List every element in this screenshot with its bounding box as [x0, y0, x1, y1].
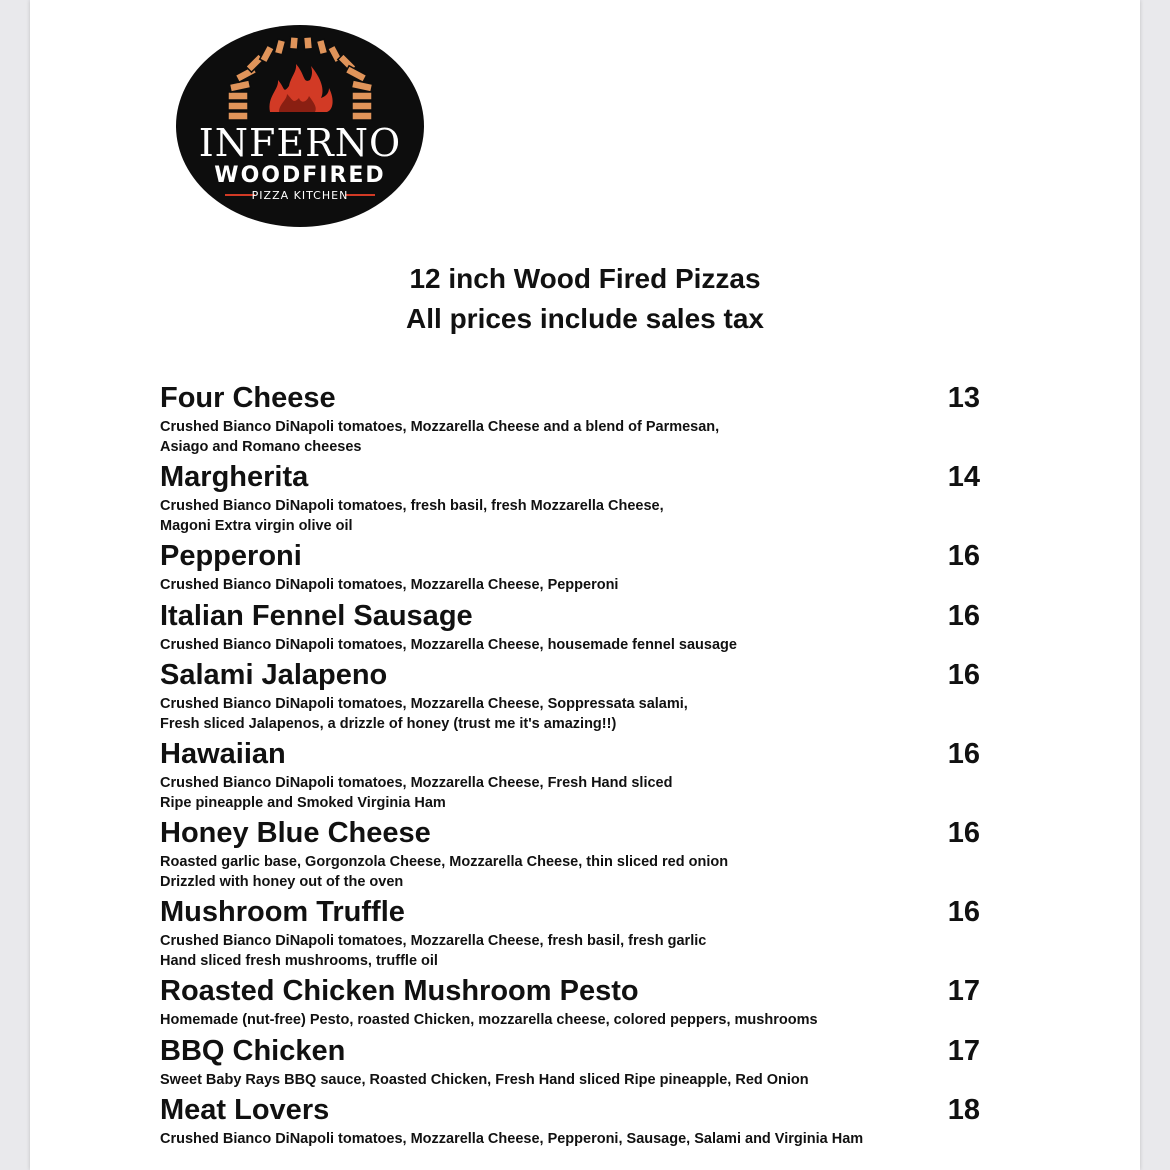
- menu-item-description: Crushed Bianco DiNapoli tomatoes, Mozzarella Cheese, fresh basil, fresh garlic: [160, 933, 707, 949]
- menu-item-description: Sweet Baby Rays BBQ sauce, Roasted Chicken, Fresh Hand sliced Ripe pineapple, Red Onion: [160, 1071, 809, 1088]
- menu-item-price: 16: [947, 659, 980, 691]
- menu-item-header: [160, 655, 980, 695]
- menu-item-description: Crushed Bianco DiNapoli tomatoes, Mozzarella Cheese, Pepperoni, Sausage, Salami and Virginia Ham: [160, 1131, 864, 1147]
- menu-item-description: Crushed Bianco DiNapoli tomatoes, Mozzarella Cheese, Fresh Hand sliced: [160, 775, 673, 791]
- menu-item-name: Honey Blue Cheese: [160, 817, 431, 849]
- menu-item-description: Roasted garlic base, Gorgonzola Cheese, Mozzarella Cheese, thin sliced red onion: [160, 854, 729, 870]
- menu-item-header: [160, 378, 980, 418]
- menu-item-header: [160, 536, 980, 576]
- menu-item-price: 16: [947, 817, 980, 849]
- menu-item-price: 16: [947, 738, 980, 770]
- menu-item: [160, 971, 980, 1031]
- menu-item: [160, 378, 980, 457]
- menu-item-description: Drizzled with honey out of the oven: [160, 873, 404, 890]
- menu-item-description: Hand sliced fresh mushrooms, truffle oil: [160, 952, 438, 969]
- menu-item-price: 17: [947, 975, 980, 1007]
- menu-item: [160, 813, 980, 892]
- menu-item-price: 14: [947, 461, 980, 493]
- menu-item: [160, 734, 980, 813]
- menu-item-description: Crushed Bianco DiNapoli tomatoes, fresh basil, fresh Mozzarella Cheese,: [160, 498, 664, 514]
- menu-item-description: Ripe pineapple and Smoked Virginia Ham: [160, 794, 446, 811]
- menu-item-description: Crushed Bianco DiNapoli tomatoes, Mozzarella Cheese, Soppressata salami,: [160, 696, 688, 712]
- menu-item-name: Meat Lovers: [160, 1094, 330, 1126]
- menu-item-description: Fresh sliced Jalapenos, a drizzle of honey (trust me it's amazing!!): [160, 715, 617, 732]
- logo-line3: PIZZA KITCHEN: [251, 189, 349, 202]
- menu-item-price: 16: [947, 599, 980, 632]
- menu-item: [160, 655, 980, 734]
- menu-item-header: [160, 596, 980, 636]
- menu-item-description: Homemade (nut-free) Pesto, roasted Chicken, mozzarella cheese, colored peppers, mushrooms: [160, 1012, 818, 1028]
- menu-item-name: Salami Jalapeno: [160, 659, 388, 691]
- inferno-logo: [175, 24, 425, 228]
- menu-item: [160, 457, 980, 536]
- menu-item: [160, 1031, 980, 1091]
- menu-heading: 12 inch Wood Fired Pizzas: [409, 263, 761, 294]
- menu-item-description: Crushed Bianco DiNapoli tomatoes, Mozzarella Cheese, Pepperoni: [160, 577, 619, 593]
- menu-item: [160, 596, 980, 656]
- menu-item-name: Margherita: [160, 461, 309, 493]
- menu-item-price: 16: [947, 540, 980, 572]
- menu-item-header: [160, 734, 980, 774]
- menu-item-description: Asiago and Romano cheeses: [160, 438, 362, 455]
- menu-subheading: All prices include sales tax: [406, 303, 764, 334]
- menu-item: [160, 536, 980, 596]
- menu-item: [160, 1090, 980, 1150]
- menu-item-description: Crushed Bianco DiNapoli tomatoes, Mozzarella Cheese, housemade fennel sausage: [160, 636, 737, 653]
- menu-item-header: [160, 892, 980, 932]
- menu-item-name: Mushroom Truffle: [160, 896, 405, 928]
- menu-item-name: Roasted Chicken Mushroom Pesto: [160, 975, 639, 1007]
- menu-item-price: 18: [947, 1094, 980, 1126]
- menu-item-price: 17: [947, 1034, 980, 1067]
- menu-item-name: Four Cheese: [160, 382, 336, 414]
- menu-item-header: [160, 971, 980, 1011]
- pizza-menu-list: [160, 378, 980, 1150]
- logo-line1: INFERNO: [198, 121, 402, 165]
- menu-item-price: 16: [947, 896, 980, 928]
- menu-item-name: BBQ Chicken: [160, 1034, 346, 1067]
- menu-item-header: [160, 1090, 980, 1130]
- logo-line2: WOODFIRED: [214, 163, 386, 188]
- menu-item: [160, 892, 980, 971]
- menu-item-name: Italian Fennel Sausage: [160, 599, 473, 632]
- menu-item-description: Magoni Extra virgin olive oil: [160, 517, 353, 534]
- menu-item-header: [160, 457, 980, 497]
- menu-item-description: Crushed Bianco DiNapoli tomatoes, Mozzarella Cheese and a blend of Parmesan,: [160, 419, 720, 435]
- menu-item-name: Hawaiian: [160, 738, 286, 770]
- menu-item-name: Pepperoni: [160, 540, 302, 572]
- menu-item-price: 13: [947, 382, 980, 414]
- menu-item-header: [160, 1031, 980, 1071]
- menu-item-header: [160, 813, 980, 853]
